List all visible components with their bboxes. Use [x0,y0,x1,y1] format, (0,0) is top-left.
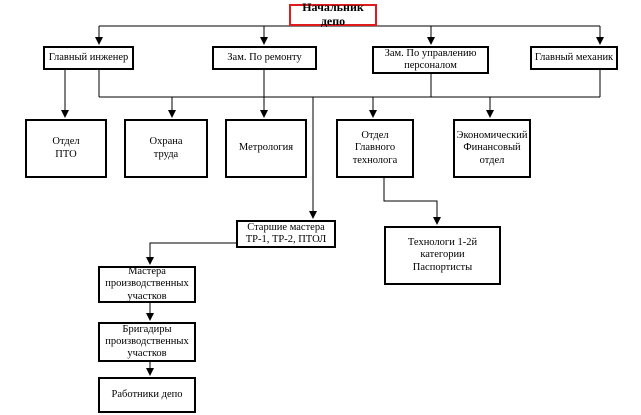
node-technologists: Технологи 1-2й категории Паспортисты [384,226,501,285]
node-senior-masters: Старшие мастера ТР-1, ТР-2, ПТОЛ [236,220,336,248]
node-masters: Мастера производственных участков [98,266,196,303]
node-dept-pto: Отдел ПТО [25,119,107,178]
node-metrology: Метрология [225,119,307,178]
node-chief-engineer: Главный инженер [43,46,134,70]
node-workers: Работники депо [98,377,196,413]
node-chief-mechanic: Главный механик [530,46,618,70]
connector-to-masters [150,243,236,264]
node-head: Начальник депо [289,4,377,26]
node-labor-safety: Охрана труда [124,119,208,178]
node-chief-technologist-dept: Отдел Главного технолога [336,119,414,178]
node-deputy-personnel: Зам. По управлению персоналом [372,46,489,74]
node-economic-finance: Экономический Финансовый отдел [453,119,531,178]
node-brigadiers: Бригадиры производственных участков [98,322,196,362]
connector-to-technologists [384,178,437,224]
node-deputy-repair: Зам. По ремонту [212,46,317,70]
